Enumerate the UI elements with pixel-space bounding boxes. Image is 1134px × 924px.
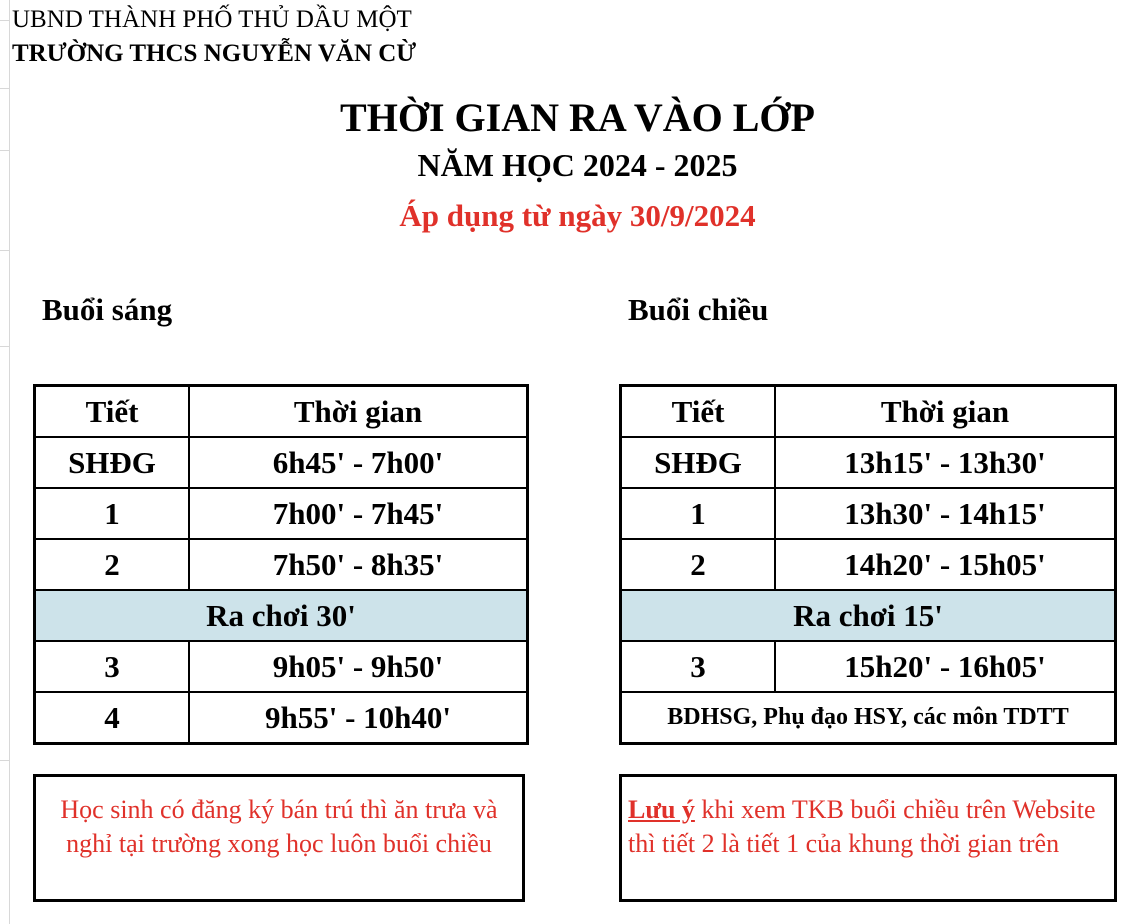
col-header-time: Thời gian xyxy=(775,386,1116,438)
time-cell: 6h45' - 7h00' xyxy=(189,437,528,488)
time-cell: 7h50' - 8h35' xyxy=(189,539,528,590)
period-cell: SHĐG xyxy=(621,437,776,488)
period-cell: 3 xyxy=(35,641,190,692)
period-cell: 1 xyxy=(35,488,190,539)
col-header-time: Thời gian xyxy=(189,386,528,438)
time-cell: 13h15' - 13h30' xyxy=(775,437,1116,488)
row-gridline xyxy=(0,760,10,761)
time-cell: 9h55' - 10h40' xyxy=(189,692,528,744)
org-name: UBND THÀNH PHỐ THỦ DẦU MỘT xyxy=(12,6,412,33)
table-row xyxy=(621,539,1116,590)
time-cell: 7h00' - 7h45' xyxy=(189,488,528,539)
boarding-note xyxy=(33,774,525,902)
period-cell: 2 xyxy=(35,539,190,590)
row-gridline xyxy=(0,346,10,347)
period-cell: 3 xyxy=(621,641,776,692)
morning-schedule-table xyxy=(33,384,529,745)
page-title: THỜI GIAN RA VÀO LỚP xyxy=(340,95,815,140)
table-row xyxy=(35,488,528,539)
school-year: NĂM HỌC 2024 - 2025 xyxy=(417,147,738,183)
col-header-period: Tiết xyxy=(621,386,776,438)
break-row xyxy=(621,590,1116,641)
break-row xyxy=(35,590,528,641)
period-cell: SHĐG xyxy=(35,437,190,488)
row-gridline xyxy=(0,20,10,21)
extra-activities-row xyxy=(621,692,1116,744)
boarding-note-text: Học sinh có đăng ký bán trú thì ăn trưa và nghỉ tại trường xong học luôn buổi chiều xyxy=(60,795,498,858)
table-header-row xyxy=(621,386,1116,438)
table-row xyxy=(35,641,528,692)
time-cell: 13h30' - 14h15' xyxy=(775,488,1116,539)
time-cell: 9h05' - 9h50' xyxy=(189,641,528,692)
period-cell: 4 xyxy=(35,692,190,744)
website-note xyxy=(619,774,1117,902)
afternoon-schedule-table xyxy=(619,384,1117,745)
time-cell: 14h20' - 15h05' xyxy=(775,539,1116,590)
period-cell: 2 xyxy=(621,539,776,590)
table-row xyxy=(621,641,1116,692)
table-row xyxy=(35,437,528,488)
table-row xyxy=(35,692,528,744)
row-gridline xyxy=(0,250,10,251)
table-header-row xyxy=(35,386,528,438)
morning-label: Buổi sáng xyxy=(42,292,173,327)
col-header-period: Tiết xyxy=(35,386,190,438)
table-row xyxy=(621,437,1116,488)
break-cell: Ra chơi 30' xyxy=(35,590,528,641)
school-name: TRƯỜNG THCS NGUYỄN VĂN CỪ xyxy=(12,40,417,67)
website-note-text: khi xem TKB buổi chiều trên Website thì tiết 2 là tiết 1 của khung thời gian trên xyxy=(628,795,1096,858)
row-gridline xyxy=(0,88,10,89)
table-row xyxy=(35,539,528,590)
afternoon-label: Buổi chiều xyxy=(628,292,769,327)
time-cell: 15h20' - 16h05' xyxy=(775,641,1116,692)
period-cell: 1 xyxy=(621,488,776,539)
extra-activities-cell: BDHSG, Phụ đạo HSY, các môn TDTT xyxy=(621,692,1116,744)
break-cell: Ra chơi 15' xyxy=(621,590,1116,641)
apply-date: Áp dụng từ ngày 30/9/2024 xyxy=(399,198,756,233)
table-row xyxy=(621,488,1116,539)
note-prefix: Lưu ý xyxy=(628,795,695,824)
